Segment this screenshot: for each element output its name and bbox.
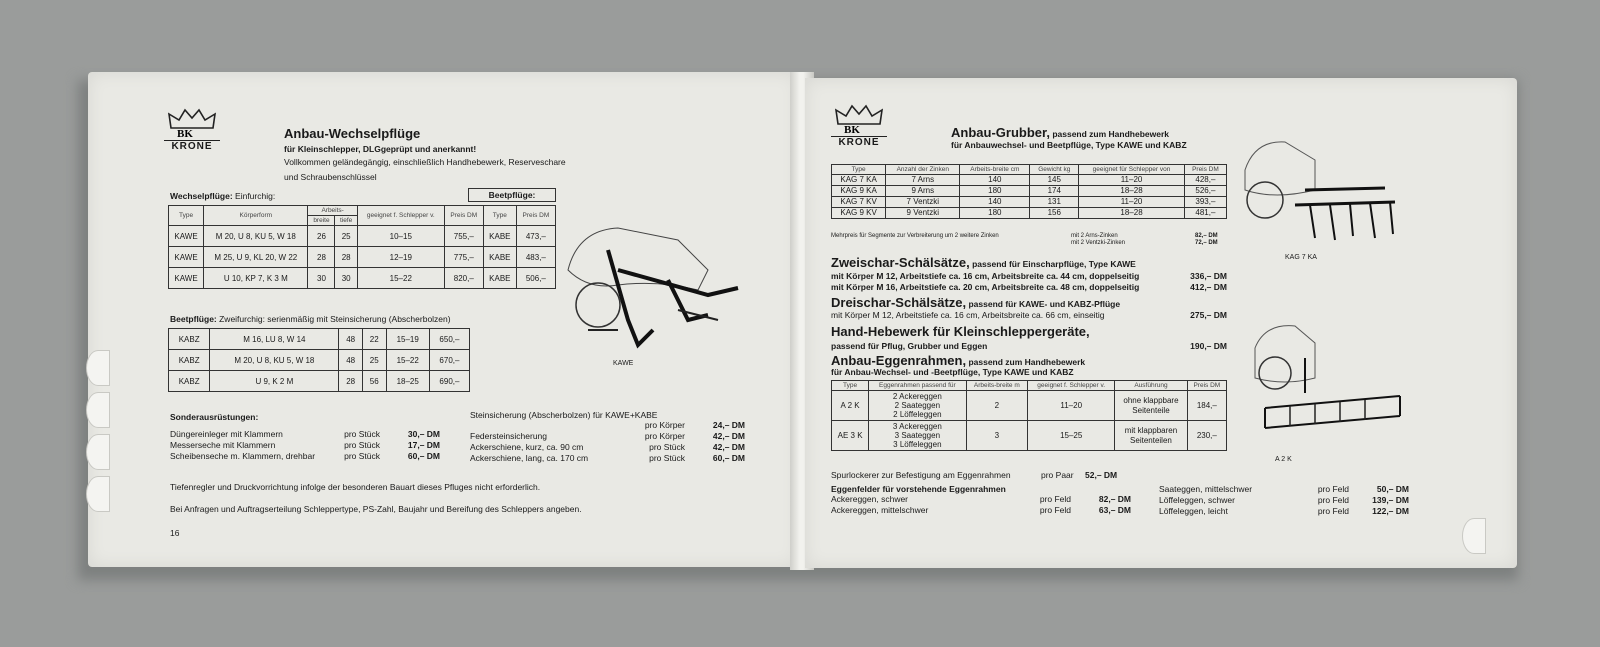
table-header-row: Type Eggenrahmen passend für Arbeits-breite m geeignet f. Schlepper v. Ausführung Preis DM (832, 381, 1227, 391)
table-row (832, 175, 1227, 186)
table-cell: 18–25 (386, 371, 429, 392)
crown-icon (832, 104, 886, 136)
price-line: Messerseche mit Klammern pro Stück 17,– DM (170, 440, 440, 450)
table-cell: KABE (483, 226, 516, 247)
table-cell: 25 (362, 350, 386, 371)
grubber-illustration (1235, 130, 1410, 250)
table-cell: 428,– (1184, 175, 1226, 186)
wechsel-table: Type Körperform Arbeits- geeignet f. Schlepper v. Preis DM Type Preis DM breite tiefe KAWE M 20, U 8, KU 5, W 18 26 25 10–15 755,– KABE 473,– KAWE M 25, U 9, KL 20, W 22 28 28 12–19 775,– KABE 483,– KAWE U 10, KP 7, K 3 M 30 30 15–22 820,– KABE 506,– (168, 205, 556, 289)
price-line: Löffeleggen, leicht pro Feld 122,– DM (1159, 506, 1409, 516)
table-cell: A 2 K (832, 391, 869, 421)
table-cell: 9 Ventzki (886, 208, 960, 219)
subtitle-bold: für Kleinschlepper, DLGgeprüpt und anerkannt! (284, 144, 477, 154)
table-row (169, 371, 470, 392)
eggen-illustration (1235, 318, 1410, 448)
table-cell: 473,– (516, 226, 555, 247)
grubber-title: Anbau-Grubber, passend zum Handhebewerk (951, 125, 1169, 140)
eggen-caption: A 2 K (1275, 456, 1292, 463)
table-cell: 650,– (429, 329, 469, 350)
dreischar-title: Dreischar-Schälsätze, passend für KAWE- und KABZ-Pflüge (831, 295, 1121, 310)
table-cell: KAG 9 KA (832, 186, 886, 197)
eggen-subtitle: für Anbau-Wechsel- und -Beetpflüge, Type KAWE und KABZ (831, 367, 1074, 377)
sonder-right-list (470, 420, 745, 464)
table-cell: 28 (339, 371, 363, 392)
stein-line: Steinsicherung (Abscherbolzen) für KAWE+KABE (470, 410, 658, 420)
table-cell: 230,– (1187, 421, 1226, 451)
note-2: Bei Anfragen und Auftragserteilung Schleppertype, PS-Zahl, Baujahr und Bereifung des Schleppers angeben. (170, 504, 582, 514)
table-cell: 56 (362, 371, 386, 392)
price-line: Ackerschiene, lang, ca. 170 cm pro Stück 60,– DM (470, 453, 745, 463)
table-cell: 184,– (1187, 391, 1226, 421)
table-cell: 393,– (1184, 197, 1226, 208)
plow-illustration (558, 210, 748, 360)
table-cell: U 10, KP 7, K 3 M (204, 268, 308, 289)
table-row (832, 391, 1227, 421)
price-line: Löffeleggen, schwer pro Feld 139,– DM (1159, 495, 1409, 505)
table-cell: KAG 7 KA (832, 175, 886, 186)
hand-line: passend für Pflug, Grubber und Eggen 190,– DM (831, 341, 1227, 351)
table-cell: KABZ (169, 350, 210, 371)
beet2-label: Beetpflüge: Zweifurchig: serienmäßig mit Steinsicherung (Abscherbolzen) (170, 314, 451, 324)
sonder-label: Sonderausrüstungen: (170, 412, 259, 422)
subtitle-line-1: Vollkommen geländegängig, einschließlich Handhebewerk, Reserveschare (284, 157, 566, 167)
zweischar-title: Zweischar-Schälsätze, passend für Einscharpflüge, Type KAWE (831, 255, 1136, 270)
hand-title: Hand-Hebewerk für Kleinschleppergeräte, (831, 324, 1090, 339)
table-header-row: Type Anzahl der Zinken Arbeits-breite cm Gewicht kg geeignet für Schlepper von Preis DM (832, 165, 1227, 175)
table-row (832, 197, 1227, 208)
table-cell: 28 (335, 247, 357, 268)
mehrpreis-note: Mehrpreis für Segmente zur Verbreiterung um 2 weitere Zinken mit 2 Arns-Zinken mit 2 Ventzki-Zinken 82,– DM 72,– DM (831, 233, 1218, 246)
price-line: Scheibenseche m. Klammern, drehbar pro Stück 60,– DM (170, 451, 440, 461)
table-cell: 22 (362, 329, 386, 350)
grubber-table (831, 164, 1227, 219)
grubber-subtitle: für Anbauwechsel- und Beetpflüge, Type KAWE und KABZ (951, 140, 1187, 150)
table-cell: 3 (966, 421, 1028, 451)
note-1: Tiefenregler und Druckvorrichtung infolge der besonderen Bauart dieses Pfluges nicht erforderlich. (170, 482, 541, 492)
felder-right-list (1159, 484, 1409, 517)
table-cell: KABZ (169, 371, 210, 392)
table-cell: 48 (339, 329, 363, 350)
table-cell: 483,– (516, 247, 555, 268)
table-row (832, 421, 1227, 451)
table-cell: 755,– (444, 226, 483, 247)
table-cell: 775,– (444, 247, 483, 268)
thumb-tab[interactable] (1462, 518, 1486, 554)
table-cell: 11–20 (1079, 197, 1185, 208)
table-cell: KABZ (169, 329, 210, 350)
price-line: Federsteinsicherung pro Körper 42,– DM (470, 431, 745, 441)
table-row (832, 208, 1227, 219)
table-row (832, 186, 1227, 197)
right-page (805, 78, 1517, 568)
table-cell: 140 (960, 197, 1030, 208)
table-cell: 11–20 (1079, 175, 1185, 186)
beet-table (168, 328, 470, 392)
thumb-tab[interactable] (86, 392, 110, 428)
table-cell: 156 (1030, 208, 1079, 219)
table-cell: KABE (483, 247, 516, 268)
table-cell: 15–22 (386, 350, 429, 371)
svg-text:BK: BK (844, 124, 860, 136)
table-cell: M 20, U 8, KU 5, W 18 (210, 350, 339, 371)
table-row (169, 247, 556, 268)
page-title: Anbau-Wechselpflüge (284, 126, 421, 141)
table-cell: KAG 7 KV (832, 197, 886, 208)
brand-name: KRONE (831, 136, 887, 148)
table-row (169, 350, 470, 371)
spur-line: Spurlockerer zur Befestigung am Eggenrahmen pro Paar 52,– DM (831, 470, 1118, 480)
table-cell: 18–28 (1079, 186, 1185, 197)
table-cell: mit klappbaren Seitenteilen (1115, 421, 1187, 451)
thumb-tab[interactable] (86, 476, 110, 512)
table-cell: KABE (483, 268, 516, 289)
table-cell: 15–22 (357, 268, 444, 289)
table-cell: 2 (966, 391, 1028, 421)
table-cell: 670,– (429, 350, 469, 371)
page-number: 16 (170, 528, 180, 538)
table-cell: 481,– (1184, 208, 1226, 219)
subtitle-line-2: und Schraubenschlüssel (284, 172, 377, 182)
table-row (169, 268, 556, 289)
krone-logo (164, 108, 220, 152)
eggenfelder-label: Eggenfelder für vorstehende Eggenrahmen (831, 484, 1006, 494)
table-cell: KAWE (169, 268, 204, 289)
table-cell: ohne klappbare Seitenteile (1115, 391, 1187, 421)
price-line: Ackereggen, schwer pro Feld 82,– DM (831, 494, 1131, 504)
table-cell: 11–20 (1028, 391, 1115, 421)
left-page (88, 72, 798, 567)
table-cell: 131 (1030, 197, 1079, 208)
table-header-row: Type Körperform Arbeits- geeignet f. Schlepper v. Preis DM Type Preis DM (169, 206, 556, 216)
felder-left-list (831, 494, 1131, 516)
table-cell: 3 Ackereggen 3 Saateggen 3 Löffeleggen (869, 421, 966, 451)
table-cell: KAWE (169, 226, 204, 247)
zweischar-list (831, 271, 1227, 293)
table-cell: 526,– (1184, 186, 1226, 197)
table-cell: 145 (1030, 175, 1079, 186)
table-cell: 690,– (429, 371, 469, 392)
price-line: Ackerschiene, kurz, ca. 90 cm pro Stück 42,– DM (470, 442, 745, 452)
table-cell: 180 (960, 208, 1030, 219)
table-cell: 820,– (444, 268, 483, 289)
table-cell: 180 (960, 186, 1030, 197)
table-cell: 30 (308, 268, 335, 289)
table-cell: M 25, U 9, KL 20, W 22 (204, 247, 308, 268)
table-cell: 48 (339, 350, 363, 371)
table-cell: 140 (960, 175, 1030, 186)
brand-name: KRONE (164, 140, 220, 152)
table-cell: 28 (308, 247, 335, 268)
table-cell: 10–15 (357, 226, 444, 247)
table-cell: 26 (308, 226, 335, 247)
eggen-table (831, 380, 1227, 451)
beet-header-box: Beetpflüge: (468, 188, 556, 202)
table-cell: M 20, U 8, KU 5, W 18 (204, 226, 308, 247)
table-cell: M 16, LU 8, W 14 (210, 329, 339, 350)
krone-logo (831, 104, 887, 148)
price-line: Ackereggen, mittelschwer pro Feld 63,– DM (831, 505, 1131, 515)
table-cell: KAG 9 KV (832, 208, 886, 219)
price-line: mit Körper M 16, Arbeitstiefe ca. 20 cm, Arbeitsbreite ca. 48 cm, doppelseitig 412,– DM (831, 282, 1227, 292)
table-row (169, 226, 556, 247)
figure-caption: KAWE (613, 360, 634, 367)
price-line: pro Körper 24,– DM (644, 420, 745, 430)
wechsel-label: Wechselpflüge: Einfurchig: (170, 191, 276, 201)
eggen-title: Anbau-Eggenrahmen, passend zum Handhebewerk (831, 353, 1086, 368)
table-cell: 7 Ventzki (886, 197, 960, 208)
table-cell: AE 3 K (832, 421, 869, 451)
table-cell: 15–25 (1028, 421, 1115, 451)
svg-text:BK: BK (177, 128, 193, 140)
table-cell: 12–19 (357, 247, 444, 268)
dreischar-line: mit Körper M 12, Arbeitstiefe ca. 16 cm, Arbeitsbreite ca. 66 cm, einseitig 275,– DM (831, 310, 1227, 320)
table-cell: 174 (1030, 186, 1079, 197)
price-line: Saateggen, mittelschwer pro Feld 50,– DM (1159, 484, 1409, 494)
table-row (169, 329, 470, 350)
table-cell: 2 Ackereggen 2 Saateggen 2 Löffeleggen (869, 391, 966, 421)
table-cell: 9 Arns (886, 186, 960, 197)
thumb-tab[interactable] (86, 434, 110, 470)
table-cell: U 9, K 2 M (210, 371, 339, 392)
table-cell: 506,– (516, 268, 555, 289)
grubber-caption: KAG 7 KA (1285, 254, 1317, 261)
table-cell: 15–19 (386, 329, 429, 350)
thumb-tab[interactable] (86, 350, 110, 386)
crown-icon (165, 108, 219, 140)
table-cell: 30 (335, 268, 357, 289)
price-line: mit Körper M 12, Arbeitstiefe ca. 16 cm, Arbeitsbreite ca. 44 cm, doppelseitig 336,– DM (831, 271, 1227, 281)
price-line: Düngereinleger mit Klammern pro Stück 30,– DM (170, 429, 440, 439)
table-cell: KAWE (169, 247, 204, 268)
table-cell: 25 (335, 226, 357, 247)
table-cell: 18–28 (1079, 208, 1185, 219)
table-cell: 7 Arns (886, 175, 960, 186)
sonder-left-list (170, 429, 440, 462)
